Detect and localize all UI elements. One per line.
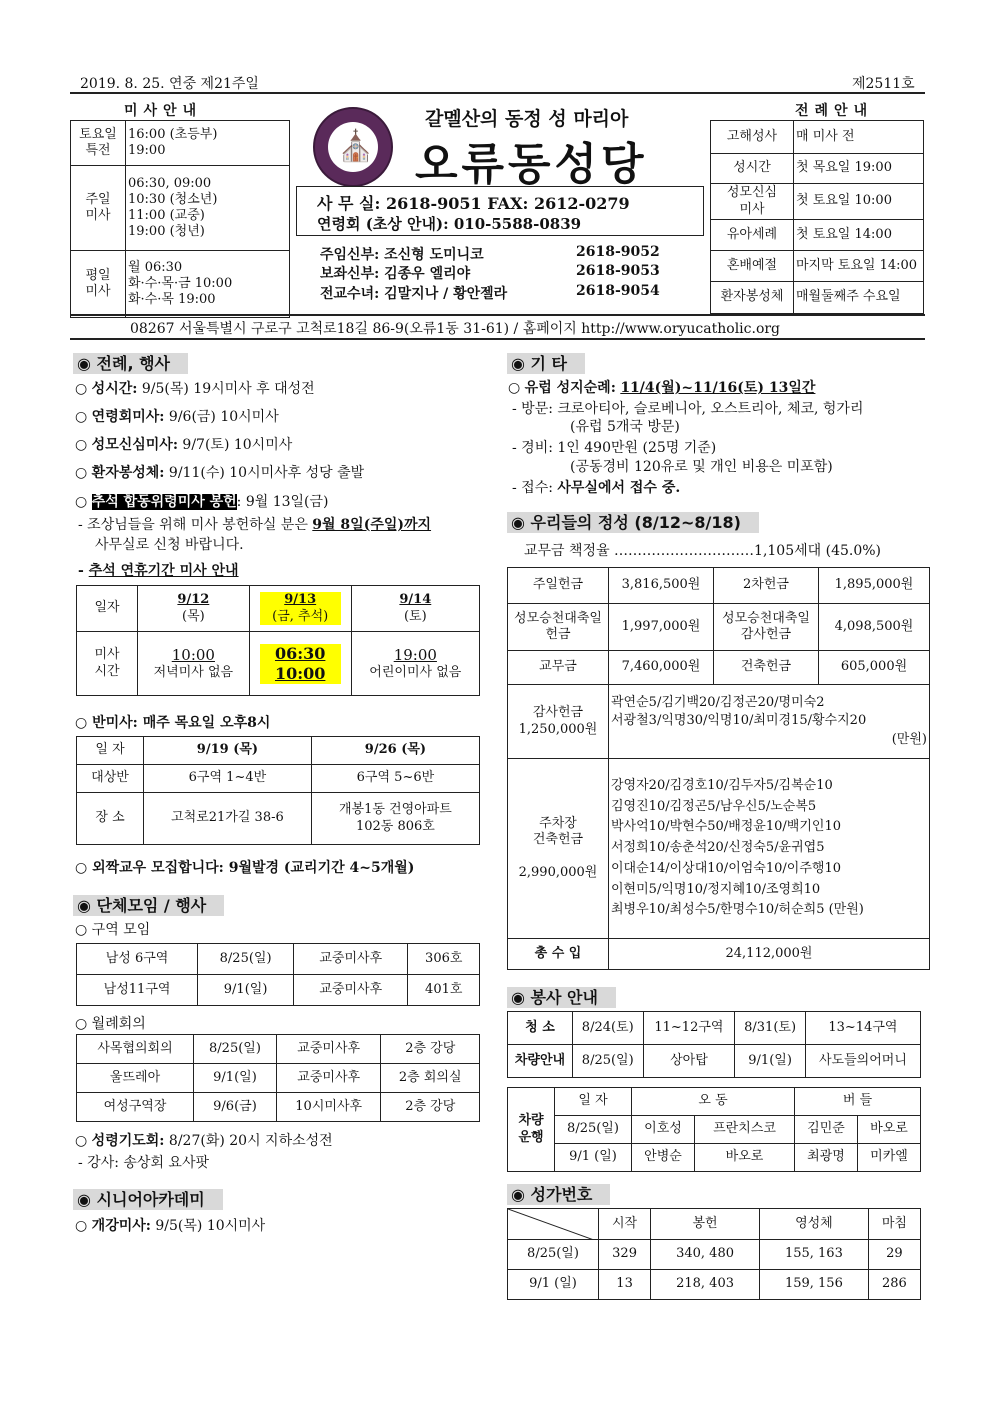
table-cell: 환자봉성체	[711, 282, 794, 314]
table-cell: 4,098,500원	[819, 604, 930, 651]
text-span: ◉ 단체모임 / 행사	[73, 895, 224, 916]
table-cell: 6구역 5~6반	[311, 765, 479, 793]
table-cell: 차량 운행	[508, 1088, 555, 1172]
table-cell: 8/25(일)	[573, 1045, 644, 1078]
text-span: (만원)	[891, 731, 927, 747]
table-cell: 영성체	[759, 1209, 868, 1240]
liturgy-item: ○ 연령회미사: 9/6(금) 10시미사	[75, 409, 279, 425]
text-span: ◉ 우리들의 정성 (8/12~8/18)	[507, 512, 759, 533]
rites-table	[710, 120, 924, 314]
parish-address: 08267 서울특별시 구로구 고척로18길 86-9(오류1동 31-61) / 홈페이지 http://www.oryucatholic.org	[130, 321, 781, 337]
text-span: (목)	[182, 608, 205, 624]
text-span: 저녁미사 없음	[153, 665, 234, 680]
table-cell: 605,000원	[819, 651, 930, 685]
table-cell: 상아탑	[643, 1045, 735, 1078]
table-cell: 성모승천대축일 감사헌금	[714, 604, 819, 651]
text-span: (토)	[403, 608, 427, 624]
contact-box	[296, 186, 704, 236]
text-span: 곽연순5/김기백20/김정곤20/명미숙2	[611, 695, 825, 711]
table-cell: 성모승천대축일 헌금	[508, 604, 609, 651]
mass-times: 월 06:30 화·수·목·금 10:00 화·수·목 19:00	[126, 251, 290, 318]
table-cell: 2층 회의실	[381, 1064, 480, 1093]
mass-day: 토요일 특전	[71, 121, 126, 166]
text-span: 성령기도회:	[91, 1133, 165, 1149]
pilgrimage-visit: - 방문: 크로아티아, 슬로베니아, 오스트리아, 체코, 헝가리	[512, 401, 864, 417]
text-span: 개강미사:	[91, 1218, 151, 1234]
table-cell: 8/25(일)	[555, 1116, 632, 1144]
table-cell	[609, 759, 930, 939]
table-cell: 교무금	[508, 651, 609, 685]
table-cell: 일 자	[77, 737, 144, 765]
table-cell	[249, 632, 351, 696]
text-span: - 조상님들을 위해 미사 봉헌하실 분은	[78, 517, 313, 533]
table-cell: 남성 6구역	[77, 944, 198, 975]
staff-2-phone: 2618-9053	[576, 263, 660, 279]
table-cell	[351, 632, 479, 696]
table-cell	[138, 632, 250, 696]
mass-day: 주일 미사	[71, 166, 126, 251]
text-span: 강영자20/김경호10/김두자5/김복순10	[611, 777, 833, 793]
zone-meeting-table	[76, 943, 480, 1006]
car-service-table	[507, 1087, 921, 1172]
table-cell: 교중미사후	[294, 975, 408, 1006]
table-cell: 봉헌	[651, 1209, 760, 1240]
liturgy-item: ○ 성모신심미사: 9/7(토) 10시미사	[75, 437, 293, 453]
text-span: 성시간:	[91, 381, 138, 397]
table-cell: 8/24(토)	[573, 1012, 644, 1045]
table-cell: 218, 403	[651, 1270, 760, 1300]
staff-2: 보좌신부: 김종우 엘리야	[320, 266, 471, 282]
holiday-mass-title: - 추석 연휴기간 미사 안내	[78, 563, 239, 579]
table-cell: 첫 토요일 14:00	[794, 220, 924, 251]
holiday-mass-table	[76, 585, 480, 696]
text-span: 연령회미사:	[91, 409, 165, 425]
table-cell: 첫 토요일 10:00	[794, 184, 924, 220]
text-span: ◉ 기 타	[507, 353, 585, 374]
text-span: 10:00	[274, 663, 326, 683]
offering-table	[507, 567, 930, 970]
text-span: 9/5(목) 10시미사	[150, 1218, 266, 1234]
table-cell	[609, 685, 930, 759]
liturgy-item: ○ 성시간: 9/5(목) 19시미사 후 대성전	[75, 381, 315, 397]
table-cell: 8/31(토)	[735, 1012, 806, 1045]
text-span: ◉ 전례, 행사	[73, 353, 188, 374]
table-cell: 매 미사 전	[794, 121, 924, 154]
staff-1-phone: 2618-9052	[576, 244, 660, 260]
table-cell: 8/25(일)	[194, 1035, 277, 1064]
office-phone: 사 무 실: 2618-9051 FAX: 2612-0279	[317, 194, 630, 213]
table-cell: 사목협의회의	[77, 1035, 194, 1064]
section-groups-title	[73, 893, 224, 916]
table-cell: 일자	[77, 586, 138, 632]
section-service-title	[507, 985, 616, 1008]
table-cell: 개봉1동 건영아파트 102동 806호	[311, 793, 479, 845]
pilgrimage-reception	[512, 477, 680, 497]
text-span: 이대순14/이상대10/이엄숙10/이주행10	[611, 860, 842, 876]
text-span: 이현미5/익명10/정지혜10/조영희10	[611, 881, 821, 897]
table-cell: 1,895,000원	[819, 568, 930, 604]
zone-meeting-label: ○ 구역 모임	[75, 922, 151, 938]
text-span: 반미사: 매주 목요일 오후8시	[92, 715, 271, 731]
table-cell: 이호성	[632, 1116, 695, 1144]
table-cell: 프란치스코	[694, 1116, 794, 1144]
section-liturgy-title	[73, 351, 188, 374]
table-cell: 9/1(일)	[198, 975, 294, 1006]
pilgrimage-cost: - 경비: 1인 490만원 (25명 기준)	[512, 440, 717, 456]
table-cell: 1,997,000원	[609, 604, 714, 651]
text-span: 박사억10/박현수50/배정윤10/백기인10	[611, 819, 842, 835]
text-span: : 9월 13일(금)	[236, 494, 329, 510]
mass-times: 16:00 (초등부) 19:00	[126, 121, 290, 166]
text-span: 9월 8일(주일)까지	[312, 517, 432, 533]
pledge-rate: 교무금 책정율 …………………………1,105세대 (45.0%)	[524, 543, 882, 559]
text-span: ◉ 성가번호	[507, 1184, 610, 1205]
table-cell: 울뜨레아	[77, 1064, 194, 1093]
table-cell: 8/25(일)	[508, 1240, 599, 1270]
chuseok-note-2: 사무실로 신청 바랍니다.	[95, 537, 244, 553]
text-span: 9/14	[399, 592, 432, 608]
table-cell: 성시간	[711, 154, 794, 184]
table-cell: 24,112,000원	[609, 939, 930, 970]
table-cell: 남성11구역	[77, 975, 198, 1006]
table-cell: 9/1(일)	[194, 1064, 277, 1093]
table-cell: 2층 강당	[381, 1093, 480, 1122]
table-cell: 김민준	[795, 1116, 858, 1144]
table-cell: 오 동	[632, 1088, 795, 1116]
text-span: 김영진10/김정곤5/남우신5/노순복5	[611, 798, 817, 814]
staff-1: 주임신부: 조신형 도미니코	[320, 247, 484, 263]
rites-title: 전례안내	[795, 103, 874, 119]
table-cell: 사도들의어머니	[805, 1045, 920, 1078]
table-cell: 6구역 1~4반	[144, 765, 312, 793]
table-cell: 첫 목요일 19:00	[794, 154, 924, 184]
table-cell	[249, 586, 351, 632]
staff-3-phone: 2618-9054	[576, 283, 660, 299]
table-cell: 고척로21가길 38-6	[144, 793, 312, 845]
table-cell: 마지막 토요일 14:00	[794, 251, 924, 282]
table-cell: 401호	[408, 975, 480, 1006]
table-cell: 8/25(일)	[198, 944, 294, 975]
table-cell: 9/6(금)	[194, 1093, 277, 1122]
table-cell: 3,816,500원	[609, 568, 714, 604]
table-cell: 안병순	[632, 1144, 695, 1172]
table-cell: 2차헌금	[714, 568, 819, 604]
mass-times: 06:30, 09:00 10:30 (청소년) 11:00 (교중) 19:00 (청년)	[126, 166, 290, 251]
text-span: 외짝교우 모집합니다: 9월발경 (교리기간 4~5개월)	[92, 860, 415, 876]
table-cell: 340, 480	[651, 1240, 760, 1270]
table-cell: 여성구역장	[77, 1093, 194, 1122]
section-offering-title	[507, 510, 759, 533]
table-cell: 일 자	[555, 1088, 632, 1116]
text-span: 유럽 성지순례:	[524, 380, 616, 396]
table-cell: 7,460,000원	[609, 651, 714, 685]
text-span: 추석 연휴기간 미사 안내	[88, 563, 239, 579]
table-cell: 마침	[868, 1209, 920, 1240]
table-cell: 9/1 (일)	[555, 1144, 632, 1172]
mass-day: 평일 미사	[71, 251, 126, 318]
text-span: 최병우10/최성수5/한명수10/허순희5 (만원)	[611, 902, 864, 918]
pilgrimage-cost-2: (공동경비 120유로 및 개인 비용은 미포함)	[570, 459, 833, 475]
table-cell: 159, 156	[759, 1270, 868, 1300]
table-cell	[138, 586, 250, 632]
prayer-speaker: - 강사: 송상회 요사팟	[78, 1155, 209, 1171]
text-span: 사무실에서 접수 중.	[557, 480, 681, 496]
table-cell: 286	[868, 1270, 920, 1300]
table-cell: 바오로	[858, 1116, 921, 1144]
table-cell: 미카엘	[858, 1144, 921, 1172]
text-span: 8/27(화) 20시 지하소성전	[164, 1133, 333, 1149]
chuseok-note	[78, 514, 431, 534]
table-cell: 155, 163	[759, 1240, 868, 1270]
staff-3: 전교수녀: 김말지나 / 황안젤라	[320, 286, 508, 302]
text-span: 06:30	[274, 643, 326, 663]
text-span: 9/12	[177, 592, 210, 608]
table-cell: 성모신심 미사	[711, 184, 794, 220]
service-table	[507, 1011, 921, 1078]
diagonal-line-icon	[508, 1209, 594, 1240]
table-cell: 29	[868, 1240, 920, 1270]
table-cell: 13~14구역	[805, 1012, 920, 1045]
table-cell: 대상반	[77, 765, 144, 793]
table-cell: 9/1 (일)	[508, 1270, 599, 1300]
table-cell: 유아세례	[711, 220, 794, 251]
text-span: 추석 합동위령미사 봉헌	[91, 494, 237, 510]
text-span: 서정희10/송춘석20/신정숙5/윤귀엽5	[611, 840, 825, 856]
text-span: - 접수:	[512, 480, 558, 496]
prayer-meeting: ○ 성령기도회: 8/27(화) 20시 지하소성전	[75, 1133, 333, 1149]
section-hymn-title	[507, 1182, 610, 1205]
table-cell: 시작	[599, 1209, 651, 1240]
table-cell: 바오로	[694, 1144, 794, 1172]
table-cell: 306호	[408, 944, 480, 975]
hymn-corner-cell	[508, 1209, 599, 1240]
chuseok-memorial-mass: ○ 추석 합동위령미사 봉헌: 9월 13일(금)	[75, 494, 329, 510]
monthly-meeting-table	[76, 1034, 480, 1122]
pilgrimage-visit-2: (유럽 5개국 방문)	[570, 419, 680, 435]
text-span: 10:00	[171, 645, 215, 664]
table-cell: 9/19 (목)	[144, 737, 312, 765]
text-span: 19:00	[393, 645, 437, 664]
table-cell: 교중미사후	[276, 1064, 381, 1093]
table-cell: 교중미사후	[276, 1035, 381, 1064]
issue-date: 2019. 8. 25. 연중 제21주일	[80, 76, 259, 92]
text-span: 9/6(금) 10시미사	[164, 409, 279, 425]
table-cell: 차량안내	[508, 1045, 573, 1078]
hymn-table	[507, 1208, 921, 1300]
text-span: 환자봉성체:	[91, 465, 165, 481]
table-cell: 11~12구역	[643, 1012, 735, 1045]
pilgrimage: ○ 유럽 성지순례: 11/4(월)~11/16(토) 13일간	[508, 380, 816, 396]
banmisa-title: ○ 반미사: 매주 목요일 오후8시	[75, 715, 271, 731]
text-span: 어린이미사 없음	[369, 665, 462, 680]
text-span: ◉ 시니어아카데미	[73, 1189, 223, 1210]
table-cell: 주차장 건축헌금 2,990,000원	[508, 759, 609, 939]
table-cell: 13	[599, 1270, 651, 1300]
table-cell: 9/1(일)	[735, 1045, 806, 1078]
text-span: 서광철3/익명30/익명10/최미경15/황수지20	[611, 713, 867, 729]
text-span: 9/13	[284, 592, 317, 608]
parish-logo: ⛪	[313, 107, 393, 187]
table-cell: 장 소	[77, 793, 144, 845]
mass-table	[70, 120, 290, 318]
table-cell	[351, 586, 479, 632]
senior-opening-mass: ○ 개강미사: 9/5(목) 10시미사	[75, 1218, 266, 1234]
table-cell: 건축헌금	[714, 651, 819, 685]
monthly-meeting-label: ○ 월례회의	[75, 1016, 146, 1032]
table-cell: 버 들	[795, 1088, 921, 1116]
table-cell: 주일헌금	[508, 568, 609, 604]
table-cell: 미사 시간	[77, 632, 138, 696]
table-cell: 고해성사	[711, 121, 794, 154]
table-cell: 청 소	[508, 1012, 573, 1045]
table-cell: 9/26 (목)	[311, 737, 479, 765]
mass-title: 미사안내	[124, 103, 203, 119]
section-etc-title	[507, 351, 585, 374]
parish-subtitle: 갈멜산의 동정 성 마리아	[425, 108, 629, 130]
text-span: 11/4(월)~11/16(토) 13일간	[620, 380, 816, 396]
table-cell: 혼배예절	[711, 251, 794, 282]
text-span: (금, 추석)	[272, 608, 329, 624]
table-cell: 2층 강당	[381, 1035, 480, 1064]
text-span: ◉ 봉사 안내	[507, 987, 616, 1008]
table-cell: 감사헌금 1,250,000원	[508, 685, 609, 759]
table-cell: 329	[599, 1240, 651, 1270]
parish-name: 오류동성당	[415, 139, 648, 190]
text-span: 성모신심미사:	[91, 437, 178, 453]
table-cell: 매월둘째주 수요일	[794, 282, 924, 314]
text-span: 9/11(수) 10시미사후 성당 출발	[164, 465, 365, 481]
table-cell: 교중미사후	[294, 944, 408, 975]
association-phone: 연령회 (초상 안내): 010-5588-0839	[317, 215, 582, 233]
text-span: 9/5(목) 19시미사 후 대성전	[137, 381, 315, 397]
recruit-notice: ○ 외짝교우 모집합니다: 9월발경 (교리기간 4~5개월)	[75, 860, 415, 876]
table-cell: 최광명	[795, 1144, 858, 1172]
table-cell: 총 수 입	[508, 939, 609, 970]
table-cell: 10시미사후	[276, 1093, 381, 1122]
liturgy-item: ○ 환자봉성체: 9/11(수) 10시미사후 성당 출발	[75, 465, 365, 481]
section-senior-title	[73, 1187, 223, 1210]
text-span: 9/7(토) 10시미사	[177, 437, 293, 453]
banmisa-table	[76, 736, 480, 845]
issue-number: 제2511호	[852, 76, 915, 92]
